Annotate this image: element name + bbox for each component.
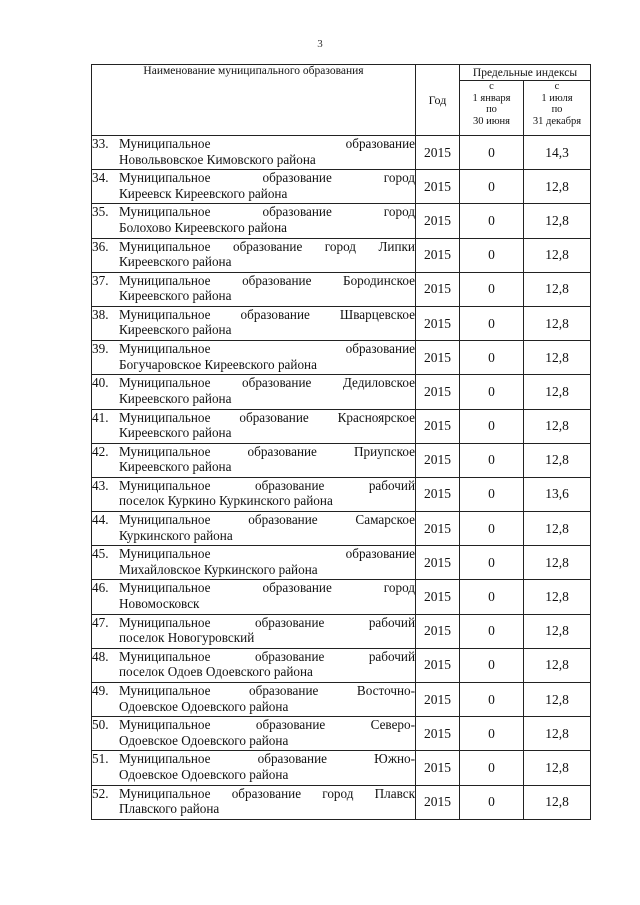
name-line-2: Одоевское Одоевского района: [119, 766, 289, 782]
municipality-name: [92, 751, 416, 785]
index-first-half-cell: 0: [460, 409, 524, 443]
municipality-name: [92, 512, 416, 546]
index-second-half-cell: 12,8: [524, 341, 591, 375]
index-first-half-cell: 0: [460, 683, 524, 717]
name-line-2: Болохово Киреевского района: [119, 219, 288, 235]
table-row: [92, 683, 591, 717]
index-first-half-cell: 0: [460, 546, 524, 580]
name-line-1: Муниципальное образование рабочий: [119, 477, 415, 493]
table-row: [92, 785, 591, 819]
name-line-1: Муниципальное образование рабочий: [119, 614, 415, 630]
index-second-half-cell: 12,8: [524, 306, 591, 340]
municipality-name: [92, 443, 416, 477]
municipality-name: [92, 306, 416, 340]
municipality-name: [92, 580, 416, 614]
municipality-name: [92, 375, 416, 409]
municipality-name: [92, 238, 416, 272]
year-cell: 2015: [416, 512, 460, 546]
year-cell: 2015: [416, 170, 460, 204]
index-second-half-cell: 12,8: [524, 512, 591, 546]
index-first-half-cell: 0: [460, 477, 524, 511]
index-first-half-cell: 0: [460, 170, 524, 204]
municipality-name: [92, 136, 416, 170]
year-cell: 2015: [416, 341, 460, 375]
index-second-half-cell: 12,8: [524, 409, 591, 443]
table-row: [92, 136, 591, 170]
name-line-2: поселок Куркино Куркинского района: [119, 493, 333, 509]
index-first-half-cell: 0: [460, 204, 524, 238]
municipality-name: [92, 409, 416, 443]
name-line-1: Муниципальное образование Приупское: [119, 443, 415, 459]
name-line-2: Богучаровское Киреевского района: [119, 356, 317, 372]
header-limit-indices: Предельные индексы: [460, 65, 591, 81]
row-number: 44.: [92, 512, 109, 528]
index-first-half-cell: 0: [460, 580, 524, 614]
index-first-half-cell: 0: [460, 512, 524, 546]
index-first-half-cell: 0: [460, 238, 524, 272]
index-first-half-cell: 0: [460, 341, 524, 375]
year-cell: 2015: [416, 136, 460, 170]
name-line-1: Муниципальное образование Восточно-: [119, 683, 415, 698]
name-line-1: Муниципальное образование город: [119, 170, 415, 186]
year-cell: 2015: [416, 306, 460, 340]
index-second-half-cell: 12,8: [524, 785, 591, 819]
year-cell: 2015: [416, 785, 460, 819]
table-row: [92, 512, 591, 546]
row-number: 42.: [92, 443, 109, 459]
row-number: 48.: [92, 648, 109, 664]
index-first-half-cell: 0: [460, 614, 524, 648]
municipality-name: [92, 785, 416, 819]
name-line-1: Муниципальное образование Южно-: [119, 751, 415, 767]
table-row: [92, 306, 591, 340]
name-line-2: Киреевского района: [119, 425, 232, 440]
index-second-half-cell: 14,3: [524, 136, 591, 170]
index-first-half-cell: 0: [460, 648, 524, 682]
page-number: 3: [317, 38, 323, 50]
name-line-2: Одоевское Одоевского района: [119, 732, 289, 748]
year-cell: 2015: [416, 546, 460, 580]
year-cell: 2015: [416, 409, 460, 443]
name-line-2: Киреевского района: [119, 254, 232, 270]
name-line-2: Киреевского района: [119, 288, 232, 304]
name-line-2: Новольвовское Кимовского района: [119, 151, 316, 167]
table-row: [92, 375, 591, 409]
municipality-name: [92, 683, 416, 717]
municipality-name: [92, 341, 416, 375]
name-line-1: Муниципальное образование: [119, 546, 415, 562]
row-number: 33.: [92, 136, 109, 151]
index-second-half-cell: 12,8: [524, 204, 591, 238]
table-row: [92, 614, 591, 648]
header-name: Наименование муниципального образования: [92, 65, 416, 136]
header-period-second-half: с 1 июля по 31 декабря: [524, 81, 591, 136]
year-cell: 2015: [416, 751, 460, 785]
year-cell: 2015: [416, 717, 460, 751]
table-row: [92, 409, 591, 443]
municipality-name: [92, 717, 416, 751]
index-first-half-cell: 0: [460, 785, 524, 819]
table-row: [92, 170, 591, 204]
index-first-half-cell: 0: [460, 717, 524, 751]
index-second-half-cell: 12,8: [524, 546, 591, 580]
row-number: 51.: [92, 751, 109, 767]
name-line-1: Муниципальное образование город Плавск: [119, 785, 415, 801]
name-line-1: Муниципальное образование: [119, 341, 415, 357]
index-second-half-cell: 12,8: [524, 751, 591, 785]
index-second-half-cell: 12,8: [524, 375, 591, 409]
name-line-2: Киреевского района: [119, 322, 232, 338]
name-line-1: Муниципальное образование город: [119, 580, 415, 596]
municipality-name: [92, 648, 416, 682]
name-line-2: Киреевского района: [119, 390, 232, 406]
index-second-half-cell: 12,8: [524, 443, 591, 477]
table-row: [92, 238, 591, 272]
index-second-half-cell: 12,8: [524, 717, 591, 751]
year-cell: 2015: [416, 238, 460, 272]
municipality-name: [92, 477, 416, 511]
index-second-half-cell: 12,8: [524, 683, 591, 717]
name-line-2: Одоевское Одоевского района: [119, 698, 289, 714]
year-cell: 2015: [416, 443, 460, 477]
municipality-name: [92, 546, 416, 580]
row-number: 43.: [92, 477, 109, 493]
index-first-half-cell: 0: [460, 306, 524, 340]
table-row: [92, 648, 591, 682]
year-cell: 2015: [416, 580, 460, 614]
index-first-half-cell: 0: [460, 272, 524, 306]
year-cell: 2015: [416, 272, 460, 306]
year-cell: 2015: [416, 204, 460, 238]
name-line-2: Плавского района: [119, 801, 220, 817]
index-second-half-cell: 13,6: [524, 477, 591, 511]
name-line-1: Муниципальное образование Красноярское: [119, 409, 415, 425]
index-first-half-cell: 0: [460, 136, 524, 170]
table-row: [92, 717, 591, 751]
name-line-2: Киреевск Киреевского района: [119, 185, 288, 201]
name-line-1: Муниципальное образование Северо-: [119, 717, 415, 733]
index-second-half-cell: 12,8: [524, 238, 591, 272]
name-line-1: Муниципальное образование Бородинское: [119, 272, 415, 288]
table-row: [92, 443, 591, 477]
index-first-half-cell: 0: [460, 443, 524, 477]
table-row: [92, 580, 591, 614]
name-line-1: Муниципальное образование рабочий: [119, 648, 415, 664]
name-line-2: Михайловское Куркинского района: [119, 561, 318, 577]
table-row: [92, 204, 591, 238]
name-line-2: Киреевского района: [119, 459, 232, 475]
table-row: [92, 477, 591, 511]
table-row: [92, 751, 591, 785]
year-cell: 2015: [416, 614, 460, 648]
municipality-name: [92, 272, 416, 306]
year-cell: 2015: [416, 648, 460, 682]
year-cell: 2015: [416, 683, 460, 717]
table-row: [92, 341, 591, 375]
row-number: 34.: [92, 170, 109, 186]
table-row: [92, 272, 591, 306]
row-number: 50.: [92, 717, 109, 733]
index-second-half-cell: 12,8: [524, 272, 591, 306]
header-year: Год: [416, 65, 460, 136]
index-second-half-cell: 12,8: [524, 580, 591, 614]
municipality-name: [92, 170, 416, 204]
row-number: 38.: [92, 306, 109, 322]
row-number: 46.: [92, 580, 109, 596]
name-line-1: Муниципальное образование Самарское: [119, 512, 415, 528]
name-line-2: Куркинского района: [119, 527, 233, 543]
name-line-2: Новомосковск: [119, 595, 200, 611]
name-line-1: Муниципальное образование город Липки: [119, 238, 415, 254]
row-number: 47.: [92, 614, 109, 630]
index-second-half-cell: 12,8: [524, 648, 591, 682]
row-number: 36.: [92, 238, 109, 254]
row-number: 37.: [92, 272, 109, 288]
row-number: 39.: [92, 341, 109, 357]
row-number: 49.: [92, 683, 109, 698]
name-line-1: Муниципальное образование город: [119, 204, 415, 220]
name-line-2: поселок Одоев Одоевского района: [119, 664, 313, 680]
municipality-name: [92, 204, 416, 238]
table-body: [92, 136, 591, 820]
table-row: [92, 546, 591, 580]
name-line-1: Муниципальное образование: [119, 136, 415, 151]
name-line-2: поселок Новогуровский: [119, 630, 255, 646]
tariff-index-table: [91, 64, 591, 820]
index-second-half-cell: 12,8: [524, 170, 591, 204]
row-number: 40.: [92, 375, 109, 391]
row-number: 41.: [92, 409, 109, 425]
row-number: 45.: [92, 546, 109, 562]
year-cell: 2015: [416, 375, 460, 409]
index-first-half-cell: 0: [460, 375, 524, 409]
header-period-first-half: с 1 января по 30 июня: [460, 81, 524, 136]
year-cell: 2015: [416, 477, 460, 511]
municipality-name: [92, 614, 416, 648]
row-number: 35.: [92, 204, 109, 220]
index-second-half-cell: 12,8: [524, 614, 591, 648]
row-number: 52.: [92, 785, 109, 801]
index-first-half-cell: 0: [460, 751, 524, 785]
name-line-1: Муниципальное образование Дедиловское: [119, 375, 415, 391]
name-line-1: Муниципальное образование Шварцевское: [119, 306, 415, 322]
